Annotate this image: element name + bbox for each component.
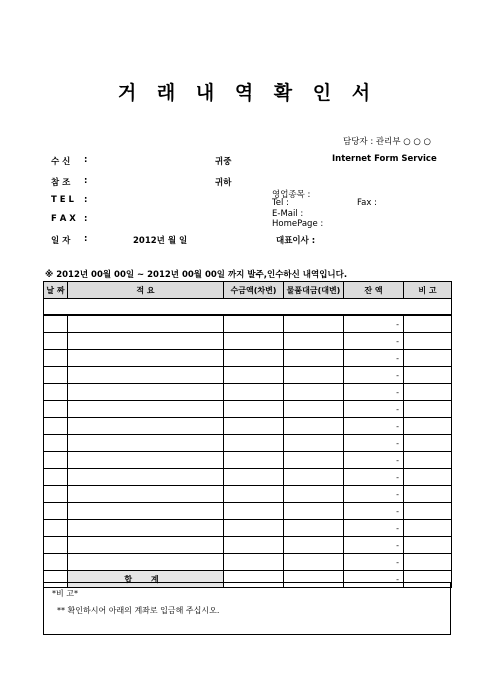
table-row — [44, 520, 452, 537]
description-cell — [68, 384, 224, 401]
balance-cell: - — [344, 367, 404, 384]
goods-amount-cell — [284, 469, 344, 486]
table-row — [44, 503, 452, 520]
remarks-box — [43, 582, 451, 635]
total-balance: - — [344, 571, 404, 588]
collected-cell — [224, 469, 284, 486]
date-cell — [44, 486, 68, 503]
balance-cell: - — [344, 486, 404, 503]
description-cell — [68, 486, 224, 503]
manager-line: 담당자 : 관리부 ○ ○ ○ — [343, 137, 431, 147]
collected-cell — [224, 315, 284, 333]
collected-cell — [224, 537, 284, 554]
description-cell — [68, 418, 224, 435]
table-row — [44, 469, 452, 486]
supplier-business-type: 영업종목 : — [272, 190, 311, 200]
collected-cell — [224, 367, 284, 384]
table-row — [44, 418, 452, 435]
recipient-colon: : — [84, 155, 88, 165]
recipient-label: 수 신 — [51, 157, 71, 167]
fax-colon: : — [84, 214, 88, 224]
balance-cell: - — [344, 350, 404, 367]
note-cell — [404, 315, 452, 333]
balance-cell: - — [344, 435, 404, 452]
balance-cell: - — [344, 503, 404, 520]
document-title: 거 래 내 역 확 인 서 — [117, 82, 378, 104]
tel-colon: : — [84, 195, 88, 205]
note-cell — [404, 418, 452, 435]
goods-amount-cell — [284, 350, 344, 367]
description-cell — [68, 435, 224, 452]
table-row — [44, 554, 452, 571]
collected-cell — [224, 333, 284, 350]
collected-cell — [224, 520, 284, 537]
collected-cell — [224, 435, 284, 452]
header-description: 적 요 — [68, 282, 224, 299]
supplier-fax: Fax : — [357, 198, 377, 208]
date-cell — [44, 384, 68, 401]
balance-cell: - — [344, 520, 404, 537]
header-balance: 잔 액 — [344, 282, 404, 299]
collected-cell — [224, 486, 284, 503]
remarks-text: ** 확인하시어 아래의 계좌로 입금해 주십시오. — [57, 606, 220, 615]
collected-cell — [224, 384, 284, 401]
note-cell — [404, 486, 452, 503]
reference-label: 참 조 — [51, 178, 71, 188]
note-cell — [404, 554, 452, 571]
goods-amount-cell — [284, 486, 344, 503]
balance-cell: - — [344, 384, 404, 401]
balance-cell: - — [344, 401, 404, 418]
goods-amount-cell — [284, 367, 344, 384]
description-cell — [68, 315, 224, 333]
date-label: 일 자 — [51, 236, 71, 246]
description-cell — [68, 537, 224, 554]
goods-amount-cell — [284, 333, 344, 350]
balance-cell: - — [344, 537, 404, 554]
description-cell — [68, 469, 224, 486]
collected-cell — [224, 418, 284, 435]
table-row — [44, 486, 452, 503]
table-row — [44, 435, 452, 452]
goods-amount-cell — [284, 418, 344, 435]
balance-cell: - — [344, 554, 404, 571]
transaction-table — [43, 281, 452, 588]
description-cell — [68, 520, 224, 537]
header-collected: 수금액(차변) — [224, 282, 284, 299]
table-header-row — [44, 282, 452, 299]
collected-cell — [224, 554, 284, 571]
balance-cell: - — [344, 469, 404, 486]
description-cell — [68, 503, 224, 520]
table-row — [44, 333, 452, 350]
collected-cell — [224, 503, 284, 520]
description-cell — [68, 333, 224, 350]
supplier-homepage: HomePage : — [272, 219, 324, 229]
goods-amount-cell — [284, 452, 344, 469]
honorific-gwiha: 귀하 — [215, 178, 232, 188]
note-cell — [404, 503, 452, 520]
spacer-cell — [44, 299, 452, 316]
date-value: 2012년 월 일 — [133, 236, 188, 246]
period-notice: ※ 2012년 00월 00일 ~ 2012년 00월 00일 까지 발주,인수하신 내역입니다. — [45, 270, 348, 280]
collected-cell — [224, 350, 284, 367]
goods-amount-cell — [284, 554, 344, 571]
reference-colon: : — [84, 176, 88, 186]
date-cell — [44, 520, 68, 537]
supplier-company: Internet Form Service — [332, 154, 437, 164]
description-cell — [68, 554, 224, 571]
table-row — [44, 350, 452, 367]
total-label: 합 계 — [68, 571, 224, 588]
note-cell — [404, 469, 452, 486]
date-cell — [44, 503, 68, 520]
description-cell — [68, 367, 224, 384]
goods-amount-cell — [284, 503, 344, 520]
date-cell — [44, 333, 68, 350]
goods-amount-cell — [284, 315, 344, 333]
supplier-email: E-Mail : — [272, 209, 304, 219]
date-cell — [44, 554, 68, 571]
description-cell — [68, 452, 224, 469]
date-cell — [44, 435, 68, 452]
remarks-title: *비 고* — [52, 589, 78, 598]
supplier-ceo: 대표이사 : — [276, 236, 316, 246]
table-row — [44, 537, 452, 554]
date-cell — [44, 367, 68, 384]
date-cell — [44, 315, 68, 333]
header-note: 비 고 — [404, 282, 452, 299]
description-cell — [68, 350, 224, 367]
note-cell — [404, 350, 452, 367]
balance-cell: - — [344, 315, 404, 333]
note-cell — [404, 401, 452, 418]
note-cell — [404, 537, 452, 554]
table-spacer-row — [44, 299, 452, 316]
balance-cell: - — [344, 418, 404, 435]
date-cell — [44, 350, 68, 367]
date-cell — [44, 401, 68, 418]
table-row — [44, 452, 452, 469]
description-cell — [68, 401, 224, 418]
table-row — [44, 384, 452, 401]
date-cell — [44, 418, 68, 435]
note-cell — [404, 384, 452, 401]
goods-amount-cell — [284, 537, 344, 554]
balance-cell: - — [344, 333, 404, 350]
balance-cell: - — [344, 452, 404, 469]
collected-cell — [224, 401, 284, 418]
date-cell — [44, 452, 68, 469]
goods-amount-cell — [284, 401, 344, 418]
header-date: 날 짜 — [44, 282, 68, 299]
tel-label: T E L — [51, 195, 74, 205]
date-cell — [44, 537, 68, 554]
table-row — [44, 315, 452, 333]
header-goods-amount: 물품대금(대변) — [284, 282, 344, 299]
goods-amount-cell — [284, 520, 344, 537]
honorific-gwijung: 귀중 — [215, 157, 232, 167]
collected-cell — [224, 452, 284, 469]
note-cell — [404, 452, 452, 469]
goods-amount-cell — [284, 435, 344, 452]
date-colon: : — [84, 234, 88, 244]
date-cell — [44, 469, 68, 486]
table-row — [44, 367, 452, 384]
note-cell — [404, 520, 452, 537]
note-cell — [404, 435, 452, 452]
fax-label: F A X — [51, 214, 76, 224]
goods-amount-cell — [284, 384, 344, 401]
note-cell — [404, 367, 452, 384]
table-row — [44, 401, 452, 418]
supplier-tel: Tel : — [272, 198, 289, 208]
note-cell — [404, 333, 452, 350]
